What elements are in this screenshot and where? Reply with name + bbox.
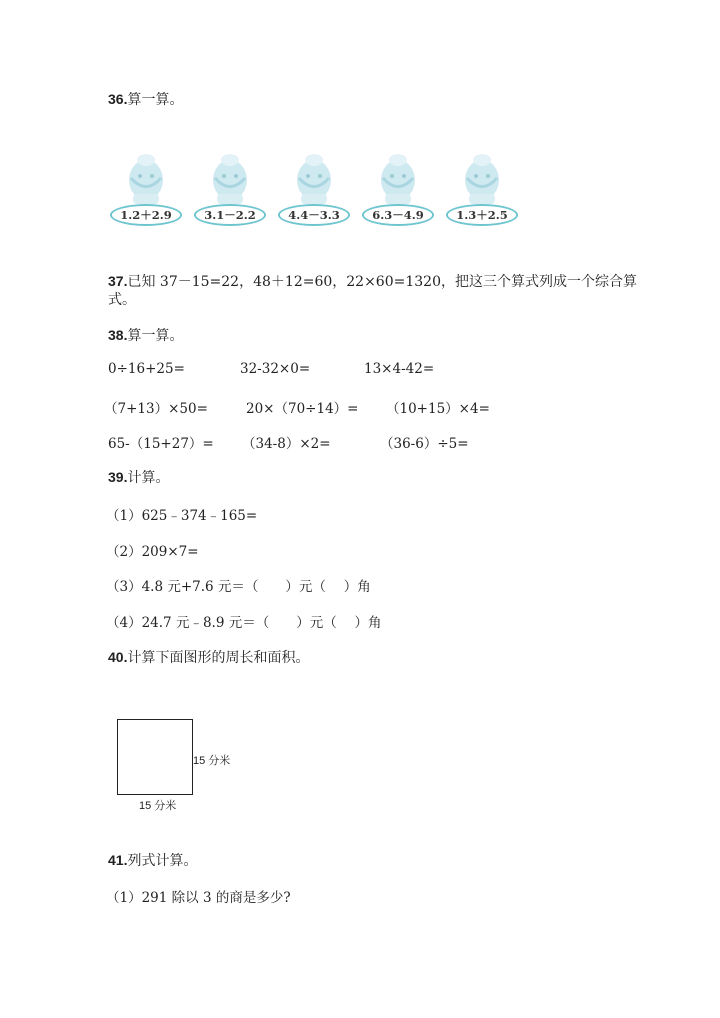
bottom-length-label: 15 分米 (139, 800, 177, 812)
expression-oval: 1.2＋2.9 (110, 204, 182, 226)
calc-item: （3）4.8 元+7.6 元＝（ ）元（ ）角 (106, 579, 371, 595)
expression-oval: 1.3＋2.5 (446, 204, 518, 226)
question-number: 39. (108, 469, 128, 485)
calc-item: （2）209×7= (106, 544, 199, 560)
expression-oval: 3.1－2.2 (194, 204, 266, 226)
question-number: 38. (108, 327, 128, 343)
question-text: 算一算。 (127, 92, 184, 108)
expression-oval: 6.3－4.9 (362, 204, 434, 226)
question-36-heading (108, 89, 183, 109)
question-39-heading (108, 467, 169, 487)
figure-item (108, 150, 192, 235)
expression: （36-6）÷5= (380, 436, 469, 452)
question-number: 36. (108, 91, 128, 107)
expression: 20×（70÷14）= (246, 401, 359, 417)
question-38-heading (108, 325, 183, 345)
question-40-heading (108, 647, 309, 667)
question-37-line2: 式。 (108, 292, 136, 308)
question-37-line1 (108, 271, 637, 291)
square-figure (117, 719, 193, 795)
expression: （7+13）×50= (104, 401, 208, 417)
expression: 0÷16+25= (108, 361, 185, 377)
expression: 32-32×0= (240, 361, 311, 377)
question-text: 计算。 (127, 470, 170, 486)
expression: （10+15）×4= (386, 401, 490, 417)
side-length-label: 15 分米 (193, 755, 231, 767)
figure-item (360, 150, 444, 235)
calc-item: （4）24.7 元﹣8.9 元＝（ ）元（ ）角 (106, 615, 382, 631)
calc-item: （1）291 除以 3 的商是多少? (106, 890, 291, 906)
question-number: 40. (108, 649, 128, 665)
expression: 13×4-42= (364, 361, 435, 377)
expression: （34-8）×2= (242, 436, 331, 452)
question-number: 41. (108, 852, 128, 868)
question-text: 列式计算。 (127, 853, 198, 869)
child-figure-icon (284, 150, 348, 206)
child-figure-icon (368, 150, 432, 206)
child-figure-icon (452, 150, 516, 206)
figure-item (276, 150, 360, 235)
expression-oval: 4.4－3.3 (278, 204, 350, 226)
question-number: 37. (108, 273, 128, 289)
question-text: 算一算。 (127, 328, 184, 344)
question-41-heading (108, 850, 197, 870)
question-text: 已知 37－15=22，48＋12=60，22×60=1320，把这三个算式列成一个综合算 (127, 274, 637, 290)
figure-row (108, 150, 528, 235)
calc-item: （1）625﹣374﹣165= (106, 508, 258, 524)
child-figure-icon (116, 150, 180, 206)
figure-item (192, 150, 276, 235)
child-figure-icon (200, 150, 264, 206)
expression: 65-（15+27）= (108, 436, 214, 452)
question-text: 计算下面图形的周长和面积。 (127, 650, 310, 666)
figure-item (444, 150, 528, 235)
